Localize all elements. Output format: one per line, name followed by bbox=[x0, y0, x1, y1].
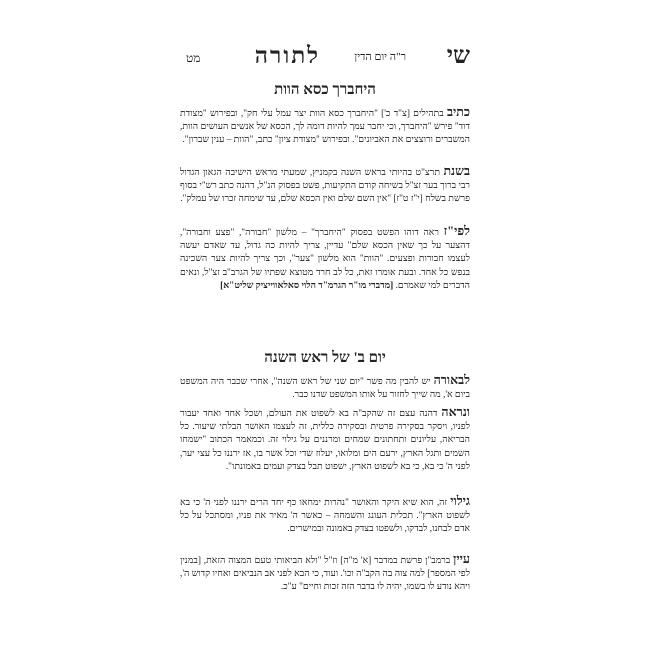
paragraph-text: דהנה עצם זה שהקב"ה בא לשפוט את העולם, ושכל אחד ואחד יעבור לפניו, ויסקר בסקירה פרטית ובסקירה כללית, זה לעצמו האושר הבלתי שיעור. כל הבריאה, עליונים ותחתונים שמחים ומרננים על גילוי זה. וכמאמר הכתוב "ישמחו השמים ותגל הארץ, ירעם הים ומלואו, יעלוז שדי וכל אשר בו, אז ירננו כל עצי יער, לפני ה' כי בא, כי בא לשפוט הארץ, ישפוט תבל בצדק ועמים באמונתו". bbox=[180, 409, 470, 472]
paragraph bbox=[180, 495, 470, 537]
header-torah: לתורה bbox=[254, 43, 320, 68]
paragraph-text: ראה דוהו הפשט בפסוק "היחברך" – מלשון "חבורה", "פצע וחבורה", דהצער על כך שאין הכסא שלם" עדיין, צריך להיות כה גדול, עד שאדם יעשה לעצמו חבורות ופצעים. "הוות" הוא מלשון "צער", וכך צריך להיות צער השכינה בנפש כל אחד. ובעת אומרו זאת, כל לב חרד מטוצא שפתיו של הגרב"ב זצ"ל, ונאים הדברים למי שאמרם. bbox=[180, 228, 470, 291]
paragraph-text: תרצ"ט בהיותי בראש השנה בקמניץ, שמעתי מראש הישיבה הגאון הגדול רבי ברוך בער זצ"ל בשיחה קודם התקיעות, פשט בפסוק הנ"ל, דהנה כתב רש"י בסוף פרשת בשלח [י"ז ט"ז] "אין השם שלם ואין הכסא שלם, עד שימחה זכרו של עמלק". bbox=[180, 168, 470, 205]
paragraph-text: בתהילים [צ"ד כ'] "היחברך כסא הוות יצר עמל עלי חק", ובפירוש "מצודת דוד" פירש "היחברך, וכי יחבר עמך להיות דומה לך, הכסא של אנשים העושים הוות, המשברים ורוצצים את האביונים". ובפירוש "מצודת ציון" כתב, "הוות – ענין שברון". bbox=[180, 109, 470, 146]
paragraph-text: זה, הוא שיא היקר והאושר "נהרות ימחאו כף יחד הרים ירננו לפני ה' כי בא לשפוט הארץ". תכלית העונג והשמחה – כאשר ה' מאיר את פניו, ומסתכל על כל אדם לבחנו, לבדקו, ולשפטו בצדק באמונה ובמישרים. bbox=[180, 498, 470, 535]
paragraph-lead-word: בשנת bbox=[443, 164, 470, 178]
page-header bbox=[186, 42, 470, 70]
paragraph bbox=[180, 374, 470, 402]
paragraph bbox=[180, 225, 470, 293]
paragraph-lead-word: עיין bbox=[453, 552, 470, 566]
paragraph bbox=[180, 106, 470, 148]
section-title: יום ב' של ראש השנה bbox=[264, 350, 386, 366]
paragraph bbox=[180, 165, 470, 207]
paragraph-lead-word: לבאורה bbox=[433, 373, 470, 387]
paragraph-lead-word: גילוי bbox=[450, 494, 470, 508]
header-subtitle: ר"ה יום הדין bbox=[354, 51, 406, 63]
book-title: שי bbox=[446, 43, 470, 69]
paragraph-text: ברמב"ן פרשת במדבר [א' מ"ה] וז"ל "ולא הביאותי טעם המצוה הזאת, [במנין לפי המספר] למה צוה בה הקב"ה וכו'. ועוד, כי הבא לפני אב הנביאים ואחיו קדוש ה', ויהא נודע לו בשמו, יהיה לו בדבר הזה זכות וחיים" ע"כ. bbox=[180, 556, 470, 593]
paragraph bbox=[180, 553, 470, 595]
paragraph-lead-word: לפי"ז bbox=[443, 224, 470, 238]
source-attribution: [מדברי מו"ר הגרמ"ד הלוי סאלאווייציק שליט"א] bbox=[220, 280, 396, 291]
paragraph-lead-word: כתיב bbox=[446, 105, 470, 119]
paragraph-text: יש להבין מה פשר "יום שני של ראש השנה", אחרי שכבר היה המשפט ביום א', מה שייך לחזור על אותו המשפט שדנו כבר. bbox=[180, 377, 470, 401]
section-title: היחברך כסא הוות bbox=[274, 82, 376, 98]
paragraph-lead-word: ונראה bbox=[441, 405, 470, 419]
page-number: מט bbox=[186, 51, 201, 65]
paragraph bbox=[180, 406, 470, 474]
